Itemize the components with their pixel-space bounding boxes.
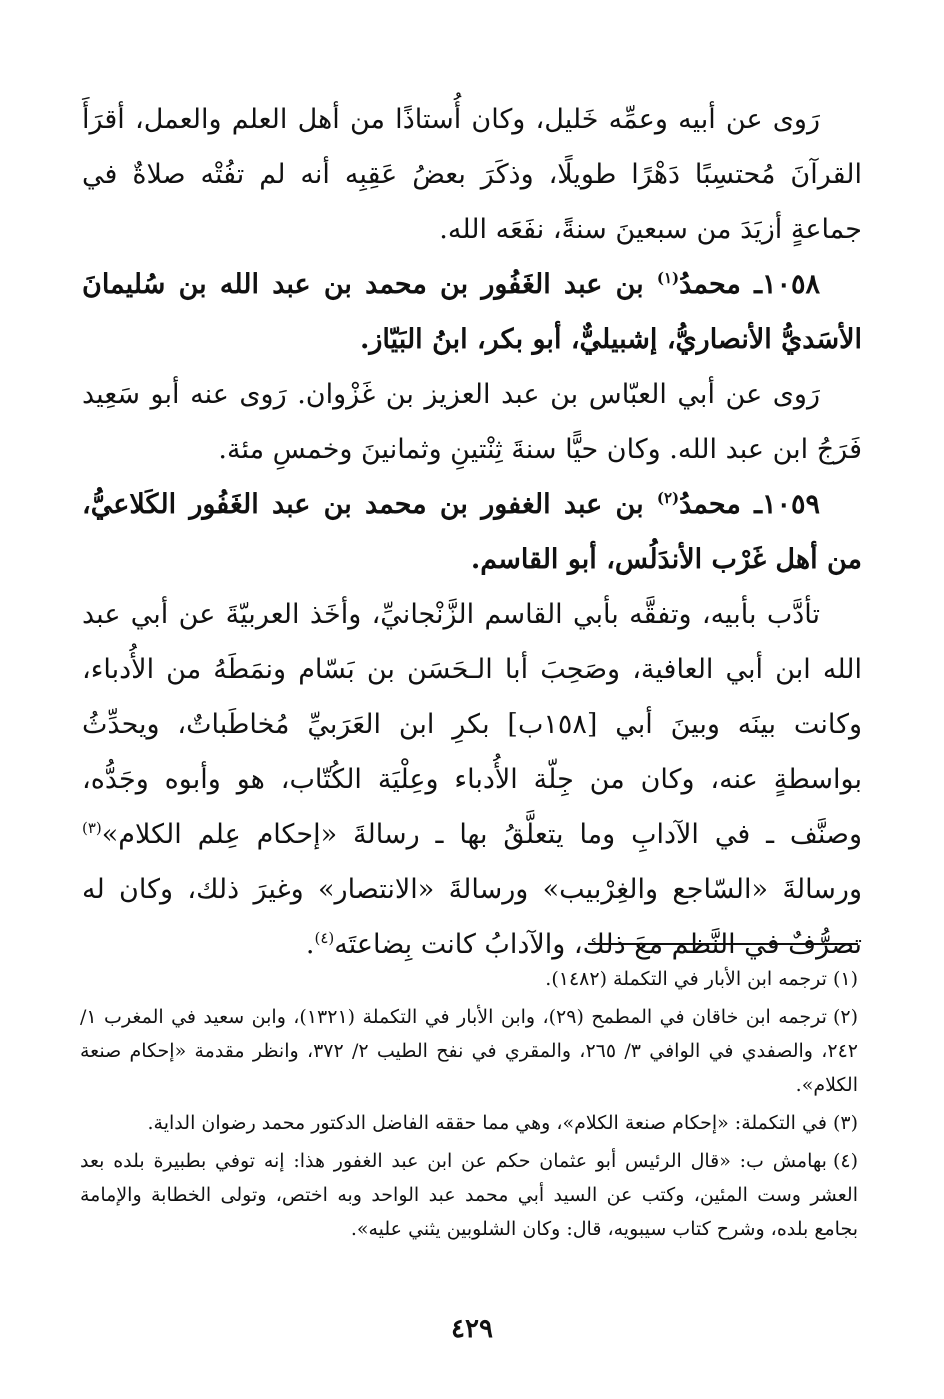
footnote-text: ترجمه ابن خاقان في المطمح (٢٩)، وابن الأبار في التكملة (١٣٢١)، وابن سعيد في المغرب ١/ ٢٤٢، والصفدي في الوافي ٣/ ٢٦٥، والمقري في نفح الطيب ٢/ ٣٧٢، وانظر مقدمة «إحكام صنعة الكلام». bbox=[80, 1006, 858, 1096]
paragraph-2-text: رَوى عن أبي العبّاس بن عبد العزيز بن غَزْوان. رَوى عنه أبو سَعِيد فَرَجُ ابن عبد الله. وكان حيًّا سنةَ ثِنْتينِ وثمانينَ وخمسِ مئة. bbox=[82, 379, 862, 465]
footnote-number: (٣) bbox=[832, 1112, 858, 1134]
footnote-text: بهامش ب: «قال الرئيس أبو عثمان حكم عن ابن عبد الغفور هذا: إنه توفي بطبيرة بلده بعد العشر وست المئين، وكتب عن السيد أبي محمد عبد الواحد وبه اختص، وتولى الخطابة والإمامة بجامع بلده، وشرح كتاب سيبويه، قال: وكان الشلوبين يثني عليه». bbox=[80, 1150, 858, 1240]
footnote-2 bbox=[80, 1000, 858, 1102]
footnote-number: (١) bbox=[832, 968, 858, 990]
main-text bbox=[82, 92, 862, 972]
footnote-separator bbox=[588, 943, 858, 945]
footnotes bbox=[80, 962, 858, 1250]
footnote-text: ترجمه ابن الأبار في التكملة (١٤٨٢). bbox=[545, 968, 827, 990]
paragraph-3-end: . bbox=[305, 929, 315, 960]
entry-1059 bbox=[82, 477, 862, 587]
entry-number: ١٠٥٨ـ bbox=[754, 269, 820, 300]
footnote-3 bbox=[80, 1106, 858, 1140]
paragraph-1-text: رَوى عن أبيه وعمِّه خَليل، وكان أُستاذًا من أهل العلم والعمل، أقرَأَ القرآنَ مُحتسِبًا دَهْرًا طويلًا، وذكَرَ بعضُ عَقِبِه أنه لم تفُتْه صلاةٌ في جماعةٍ أزيَدَ من سبعينَ سنةً، نفَعَه الله. bbox=[82, 104, 862, 245]
footnote-number: (٤) bbox=[832, 1150, 858, 1172]
page-number: ٤٢٩ bbox=[451, 1314, 493, 1344]
footnote-text: في التكملة: «إحكام صنعة الكلام»، وهي مما حققه الفاضل الدكتور محمد رضوان الداية. bbox=[147, 1112, 827, 1134]
entry-text: بن عبد الغفور بن محمد بن عبد الغَفُور الكَلاعيُّ، من أهل غَرْب الأندَلُس، أبو القاسم. bbox=[82, 489, 862, 575]
footnote-ref-2: (٢) bbox=[656, 489, 680, 507]
footnote-4 bbox=[80, 1144, 858, 1246]
entry-1058 bbox=[82, 257, 862, 367]
paragraph-1 bbox=[82, 92, 862, 257]
entry-name: محمدُ bbox=[679, 269, 741, 300]
footnote-1 bbox=[80, 962, 858, 996]
paragraph-2 bbox=[82, 367, 862, 477]
paragraph-3-text-a: تأدَّب بأبيه، وتفقَّه بأبي القاسم الزَّنْجانيِّ، وأخَذ العربيّةَ عن أبي عبد الله ابن أبي العافية، وصَحِبَ أبا الـحَسَن بن بَسّام ونمَطَهُ من الأُدباء، وكانت بينَه وبينَ أبي [١٥٨ب] بكرِ ابن العَرَبيِّ مُخاطَباتٌ، ويحدِّثُ بواسطةٍ عنه، وكان من جِلّة الأُدباء وعِلْيَة الكُتّاب، هو وأبوه وجَدُّه، وصنَّف ـ في الآدابِ وما يتعلَّقُ بها ـ رسالةَ «إحكام عِلم الكلام» bbox=[82, 599, 862, 850]
entry-name: محمدُ bbox=[679, 489, 741, 520]
paragraph-3-text-b: ورسالةَ «السّاجع والغِرْبيب» ورسالةَ «الانتصار» وغيرَ ذلك، وكان له تصرُّفٌ في النَّظم معَ ذلك، والآدابُ كانت بِضاعتَه bbox=[82, 874, 862, 960]
footnote-ref-3: (٣) bbox=[82, 819, 102, 837]
entry-text: بن عبد الغَفُور بن محمد بن عبد الله بن سُليمانَ الأسَديُّ الأنصاريُّ، إشبيليٌّ، أبو بكر، ابنُ البَيّاز. bbox=[82, 269, 862, 355]
paragraph-3 bbox=[82, 587, 862, 972]
footnote-ref-1: (١) bbox=[656, 269, 680, 287]
footnote-ref-4: (٤) bbox=[314, 929, 335, 947]
entry-number: ١٠٥٩ـ bbox=[754, 489, 820, 520]
footnote-number: (٢) bbox=[832, 1006, 858, 1028]
